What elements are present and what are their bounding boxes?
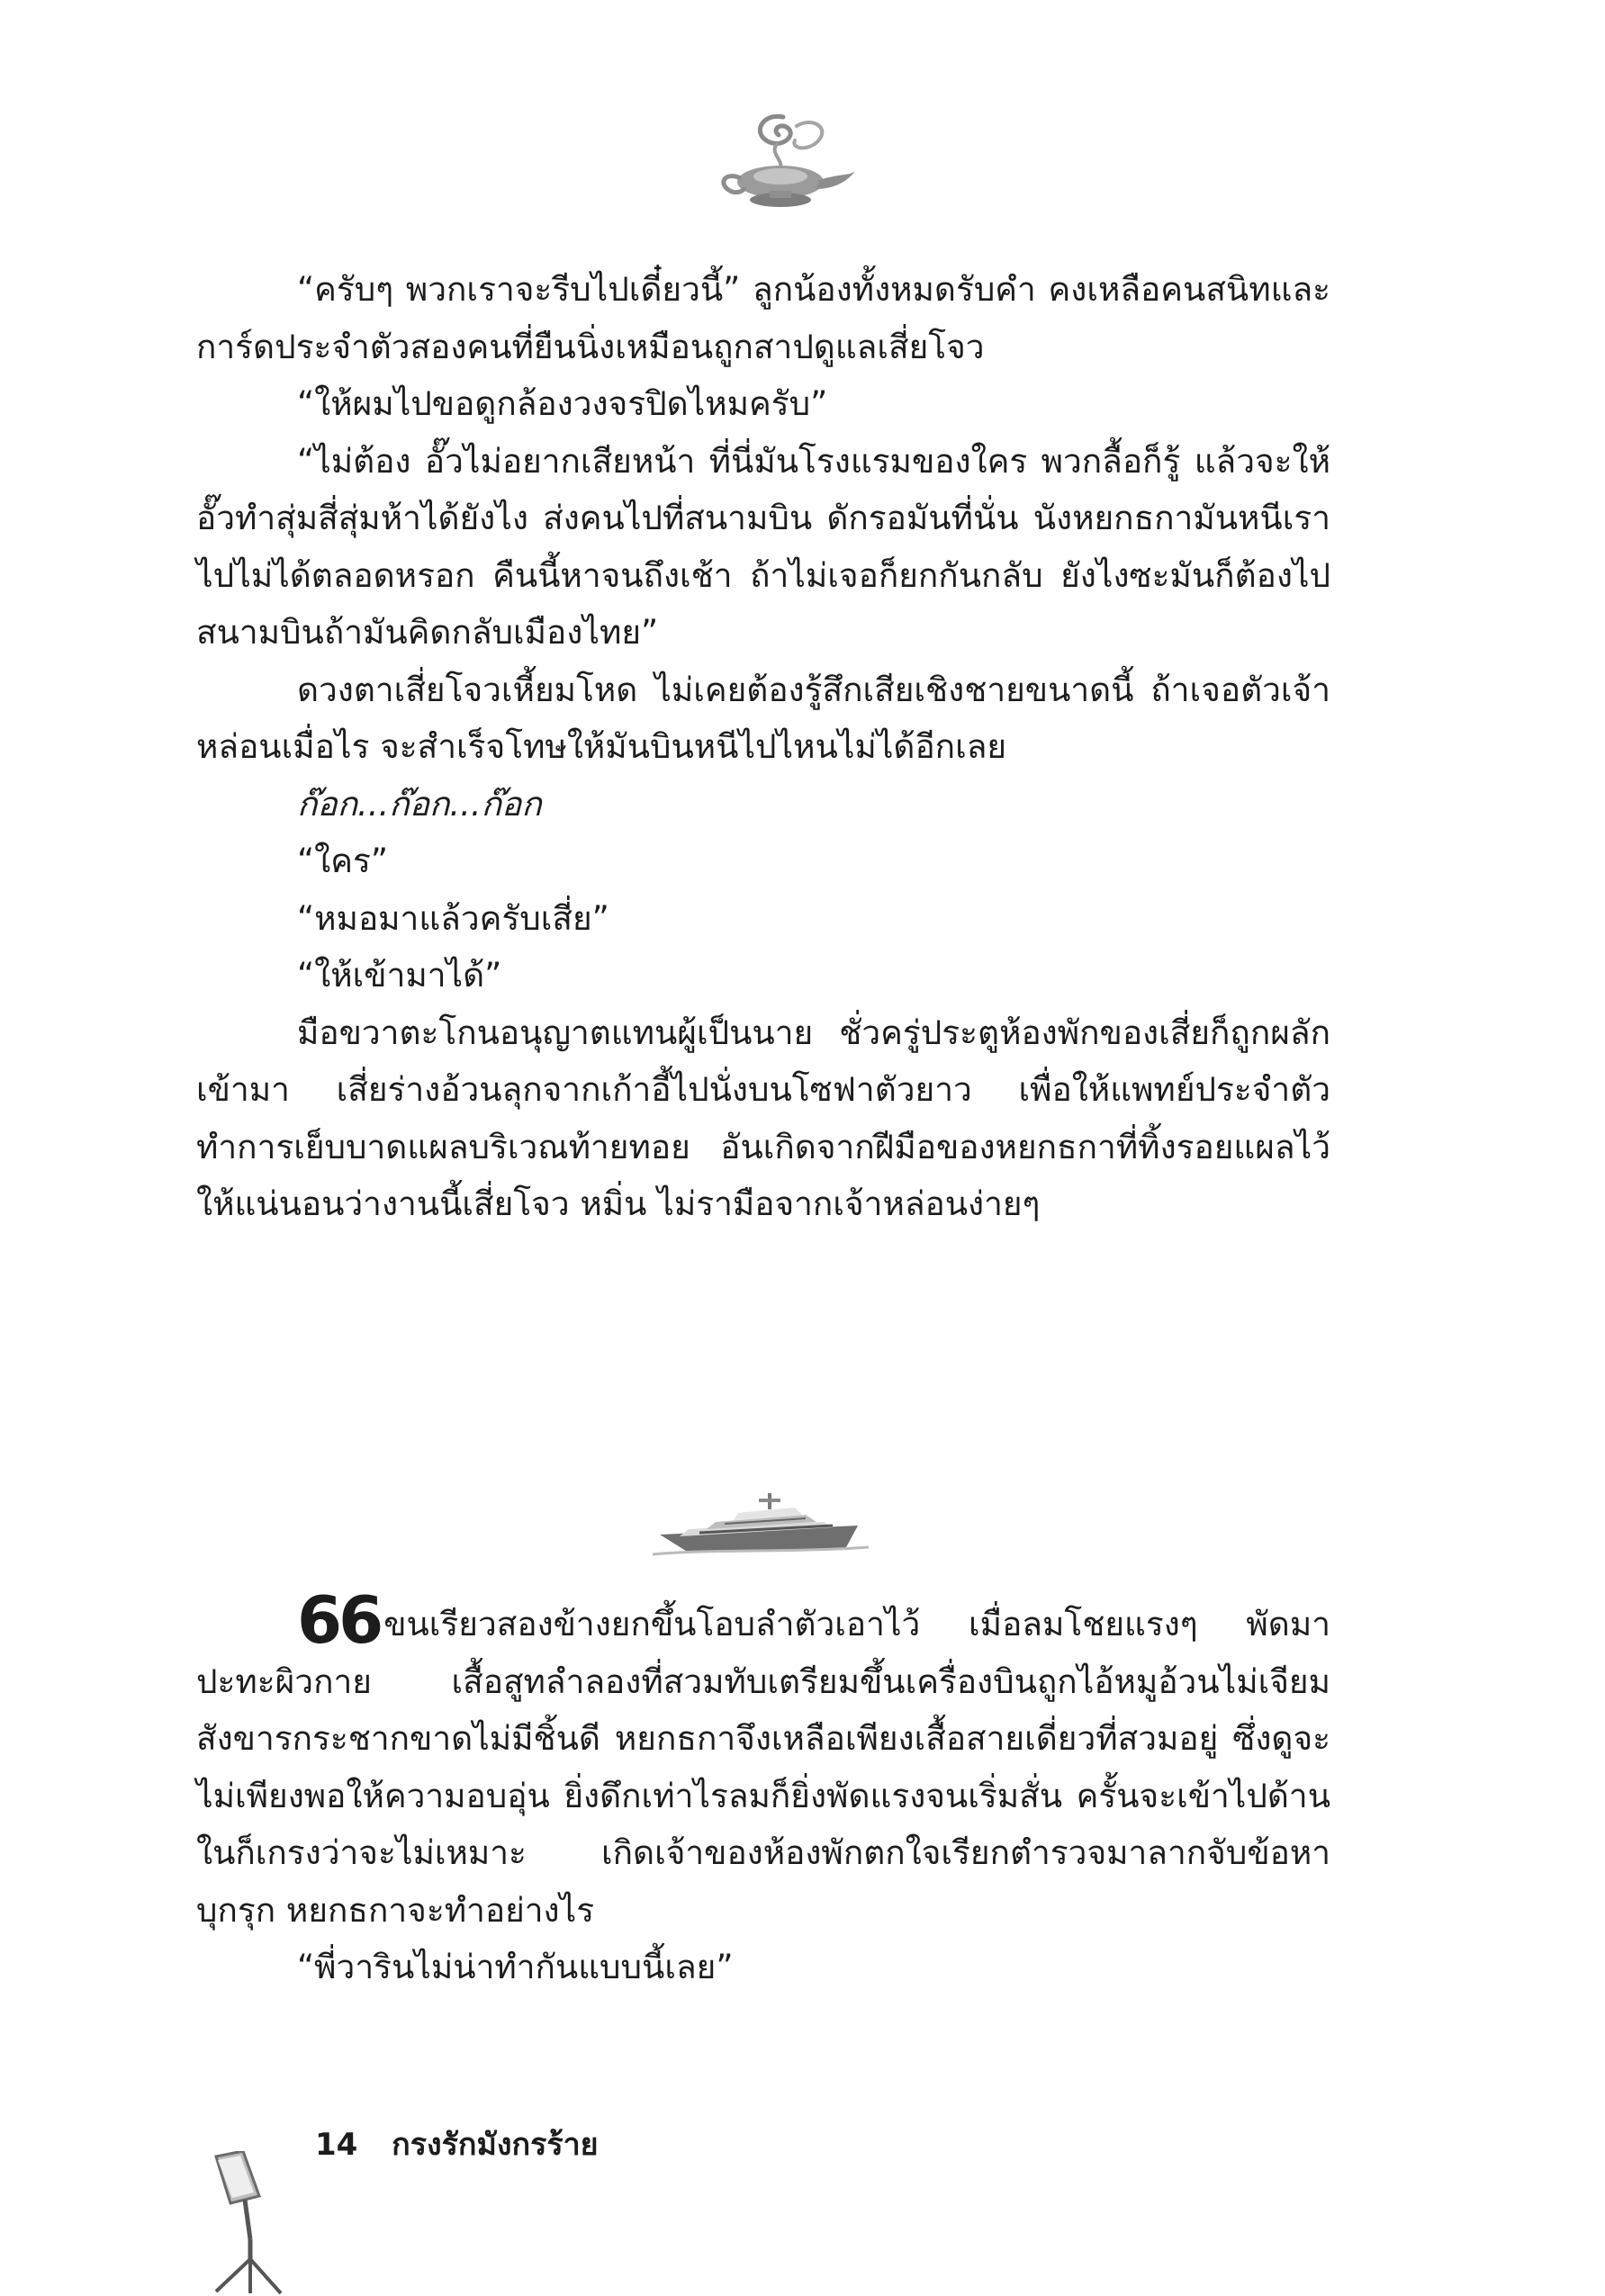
paragraph: “ใคร”	[297, 842, 389, 880]
paragraph: ดวงตาเสี่ยโจวเหี้ยมโหด ไม่เคยต้องรู้สึกเสียเชิงชายขนาดนี้ ถ้าเจอตัวเจ้าหล่อนเมื่อไร จะสำเร็จโทษให้มันบินหนีไปไหนไม่ได้อีกเลย	[196, 670, 1330, 766]
paragraph: “พี่วารินไม่น่าทำกันแบบนี้เลย”	[297, 1948, 734, 1986]
paragraph: “หมอมาแล้วครับเสี่ย”	[297, 898, 609, 938]
paragraph: “ให้ผมไปขอดูกล้องวงจรปิดไหมครับ”	[297, 384, 828, 423]
paragraph: “ไม่ต้อง อั๊วไม่อยากเสียหน้า ที่นี่มันโรงแรมของใคร พวกลื้อก็รู้ แล้วจะให้อั๊วทำสุ่มสี่สุ่มห้าได้ยังไง ส่งคนไปที่สนามบิน ดักรอมันที่นั่น นังหยกธกามันหนีเราไปไม่ได้ตลอดหรอก คืนนี้หาจนถึงเช้า ถ้าไม่เจอก็ยกกันกลับ ยังไงซะมันก็ต้องไปสนามบินถ้ามันคิดกลับเมืองไทย”	[196, 441, 1330, 652]
yacht-icon	[653, 1463, 869, 1562]
page-footer	[315, 2120, 599, 2168]
book-title: กรงรักมังกรร้าย	[392, 2127, 599, 2163]
lamp-smoke-icon	[698, 108, 860, 216]
text-block-1	[196, 261, 1330, 1233]
drop-quote-mark: 66	[297, 1582, 381, 1658]
paragraph: มือขวาตะโกนอนุญาตแทนผู้เป็นนาย ชั่วครู่ประตูห้องพักของเสี่ยก็ถูกผลักเข้ามา เสี่ยร่างอ้วนลุกจากเก้าอี้ไปนั่งบนโซฟาตัวยาว เพื่อให้แพทย์ประจำตัวทำการเย็บบาดแผลบริเวณท้ายทอย อันเกิดจากฝีมือของหยกธกาที่ทิ้งรอยแผลไว้ให้แน่นอนว่างานนี้เสี่ยโจว หมิ่น ไม่รามือจากเจ้าหล่อนง่ายๆ	[196, 1013, 1330, 1223]
paragraph: “ครับๆ พวกเราจะรีบไปเดี๋ยวนี้” ลูกน้องทั้งหมดรับคำ คงเหลือคนสนิทและการ์ดประจำตัวสองคนที่ยืนนิ่งเหมือนถูกสาปดูแลเสี่ยโจว	[196, 270, 1330, 366]
paragraph-knock: ก๊อก...ก๊อก...ก๊อก	[297, 784, 542, 824]
studio-light-icon	[191, 2151, 308, 2295]
paragraph: “ให้เข้ามาได้”	[297, 956, 502, 995]
paragraph-opening	[196, 1582, 1330, 1939]
page-number: 14	[315, 2127, 358, 2163]
text-block-2	[196, 1582, 1330, 1996]
paragraph-text: ขนเรียวสองข้างยกขึ้นโอบลำตัวเอาไว้ เมื่อลมโชยแรงๆ พัดมาปะทะผิวกาย เสื้อสูทลำลองที่สวมทับเตรียมขึ้นเครื่องบินถูกไอ้หมูอ้วนไม่เจียมสังขารกระชากขาดไม่มีชิ้นดี หยกธกาจึงเหลือเพียงเสื้อสายเดี่ยวที่สวมอยู่ ซึ่งดูจะไม่เพียงพอให้ความอบอุ่น ยิ่งดึกเท่าไรลมก็ยิ่งพัดแรงจนเริ่มสั่น ครั้นจะเข้าไปด้านในก็เกรงว่าจะไม่เหมาะ เกิดเจ้าของห้องพักตกใจเรียกตำรวจมาลากจับข้อหาบุกรุก หยกธกาจะทำอย่างไร	[196, 1605, 1330, 1930]
